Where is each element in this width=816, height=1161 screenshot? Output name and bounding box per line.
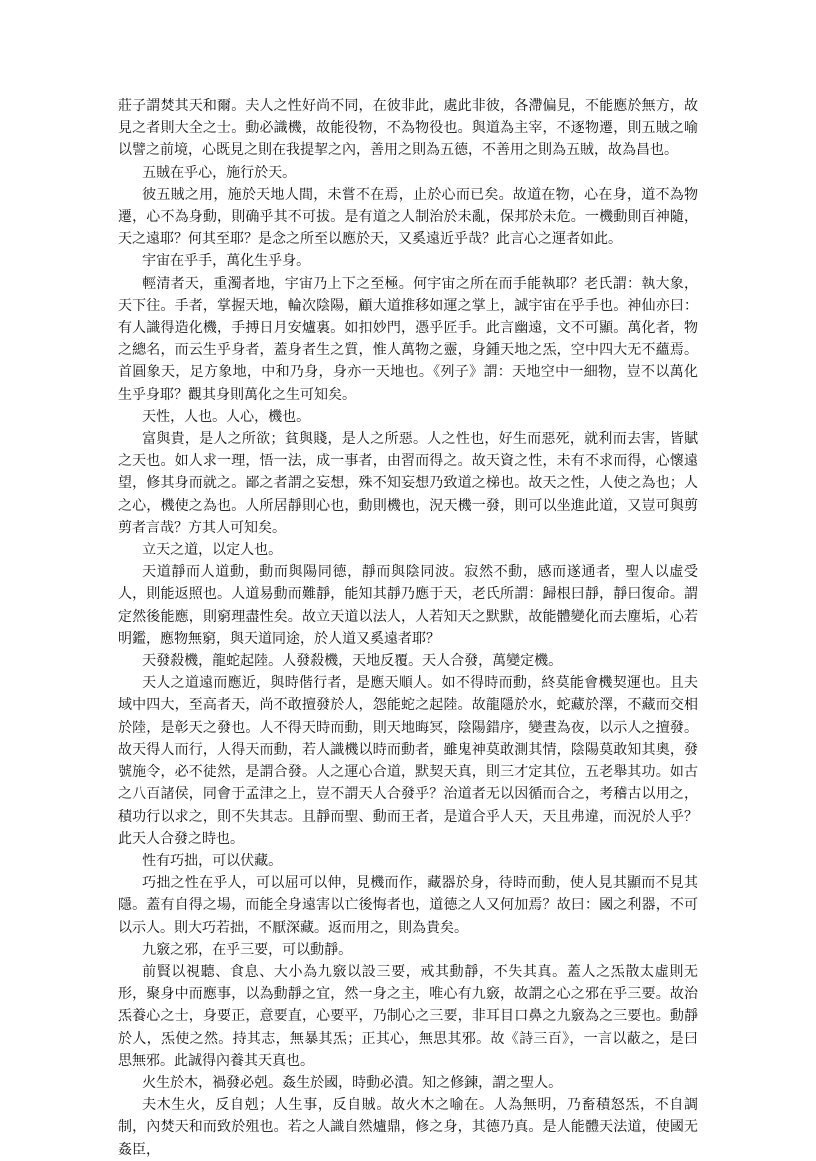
scripture-line: 性有巧拙，可以伏藏。 [142, 852, 283, 869]
commentary-paragraph: 前賢以視聽、食息、大小為九竅以設三要，戒其動靜，不失其真。蓋人之炁散太虛則无形，聚身中而應事，以為動靜之宜，然一身之主，唯心有九竅，故謂之心之邪在乎三要。故治炁養心之士，身要正，意要直，心要平，乃制心之三要，非耳目口鼻之九竅為之三要也。動靜於人，炁使之然。持其志，無暴其炁；正其心，無思其邪。故《詩三百》，一言以蔽之，是曰思無邪。此誠得內養其天真也。 [118, 963, 698, 1069]
document-page [118, 95, 698, 1161]
scripture-line: 天性，人也。人心，機也。 [142, 408, 311, 425]
commentary-paragraph: 巧拙之性在乎人，可以屈可以伸，見機而作，藏器於身，待時而動，使人見其顯而不見其隱。蓋有自得之場，而能全身遠害以亡後悔者也，道德之人又何加焉？故曰：國之利器，不可以示人。則大巧若拙，不厭深藏。返而用之，則為貴矣。 [118, 875, 698, 936]
commentary-paragraph: 夫木生火，反自剋；人生事，反自賊。故火木之喻在。人為無明，乃畜積怒炁，不自調制，內焚天和而致於殂也。若之人識自然爐鼎，修之身，其德乃真。是人能體天法道，使國无姦臣， [118, 1097, 698, 1158]
scripture-line: 五賊在乎心，施行於天。 [142, 164, 297, 181]
commentary-paragraph: 輕清者天，重濁者地，宇宙乃上下之至極。何宇宙之所在而手能執耶？老氏謂：執大象，天下往。手者，掌握天地，輪次陰陽，顧大道推移如運之掌上，誠宇宙在乎手也。神仙亦曰：有人識得造化機，手搏日月安爐裏。如扣妙門，憑乎匠手。此言幽遠，文不可顯。萬化者，物之總名，而云生乎身者，蓋身者生之質，惟人萬物之靈，身鍾天地之炁，空中四大无不蘊焉。首圓象天，足方象地，中和乃身，身亦一天地也。《列子》謂：天地空中一細物，豈不以萬化生乎身耶？觀其身則萬化之生可知矣。 [118, 275, 698, 403]
commentary-paragraph: 天人之道遠而應近，與時偕行者，是應天順人。如不得時而動，終莫能會機契運也。且夫域中四大，至高者天，尚不敢擅發於人，怨能蛇之起陸。故龍隱於水，蛇藏於澤，不藏而交相於陸，是彰天之發也。人不得天時而動，則天地晦冥，陰陽錯序，變晝為夜，以示人之擅發。故天得人而行，人得天而動，若人識機以時而動者，雖鬼神莫敢測其情，陰陽莫敢知其奧，發號施令，必不徒然，是謂合發。人之運心合道，默契天真，則三才定其位，五老舉其功。如古之八百諸侯，同會于孟津之上，豈不謂天人合發乎？治道者无以因循而合之，考稽古以用之，積功行以求之，則不失其志。且靜而聖、動而王者，是道合乎人天，天且弗違，而況於人乎？此天人合發之時也。 [118, 675, 698, 847]
commentary-paragraph: 富與貴，是人之所欲；貧與賤，是人之所惡。人之性也，好生而惡死，就利而去害，皆賦之天也。如人求一理，悟一法，成一事者，由習而得之。故天資之性，未有不求而得，心懷遠望，修其身而就之。鄙之者謂之妄想，殊不知妄想乃致道之梯也。故天之性，人使之為也；人之心，機使之為也。人所居靜則心也，動則機也，況天機一發，則可以坐進此道，又豈可與剪剪者言哉？方其人可知矣。 [118, 431, 698, 536]
scripture-line: 立天之道，以定人也。 [142, 542, 283, 559]
scripture-line: 天發殺機，龍蛇起陸。人發殺機，天地反覆。天人合發，萬變定機。 [142, 653, 563, 670]
scripture-line: 火生於木，禍發必剋。姦生於國，時動必潰。知之修鍊，謂之聖人。 [142, 1074, 563, 1091]
commentary-paragraph: 天道靜而人道動，動而與陽同德，靜而與陰同波。寂然不動，感而遂通者，聖人以虛受人，則能返照也。人道易動而難靜，能知其靜乃應于天，老氏所謂：歸根曰靜，靜曰復命。謂定然後能應，則窮理盡性矣。故立天道以法人，人若知天之默默，故能體變化而去塵垢，心若明鑑，應物無窮，與天道同途，於人道又奚遠者耶？ [118, 564, 698, 647]
scripture-line: 九竅之邪，在乎三要，可以動靜。 [142, 941, 353, 958]
scripture-line: 宇宙在乎手，萬化生乎身。 [142, 253, 311, 270]
text-paragraph: 莊子謂焚其天和爾。夫人之性好尚不同，在彼非此，處此非彼，各滯偏見，不能應於無方，故見之者則大全之士。動必識機，故能役物，不為物役也。與道為主宰，不逐物遷，則五賊之喻以譬之前境，心既見之則在我提挈之內，善用之則為五德，不善用之則為五賊，故為昌也。 [118, 98, 698, 159]
commentary-paragraph: 彼五賊之用，施於天地人間，未嘗不在焉，止於心而已矣。故道在物，心在身，道不為物遷，心不為身動，則确乎其不可拔。是有道之人制治於未亂，保邦於未危。一機動則百神隨，天之遠耶？何其至耶？是念之所至以應於天，又奚遠近乎哉？此言心之運者如此。 [118, 186, 698, 248]
